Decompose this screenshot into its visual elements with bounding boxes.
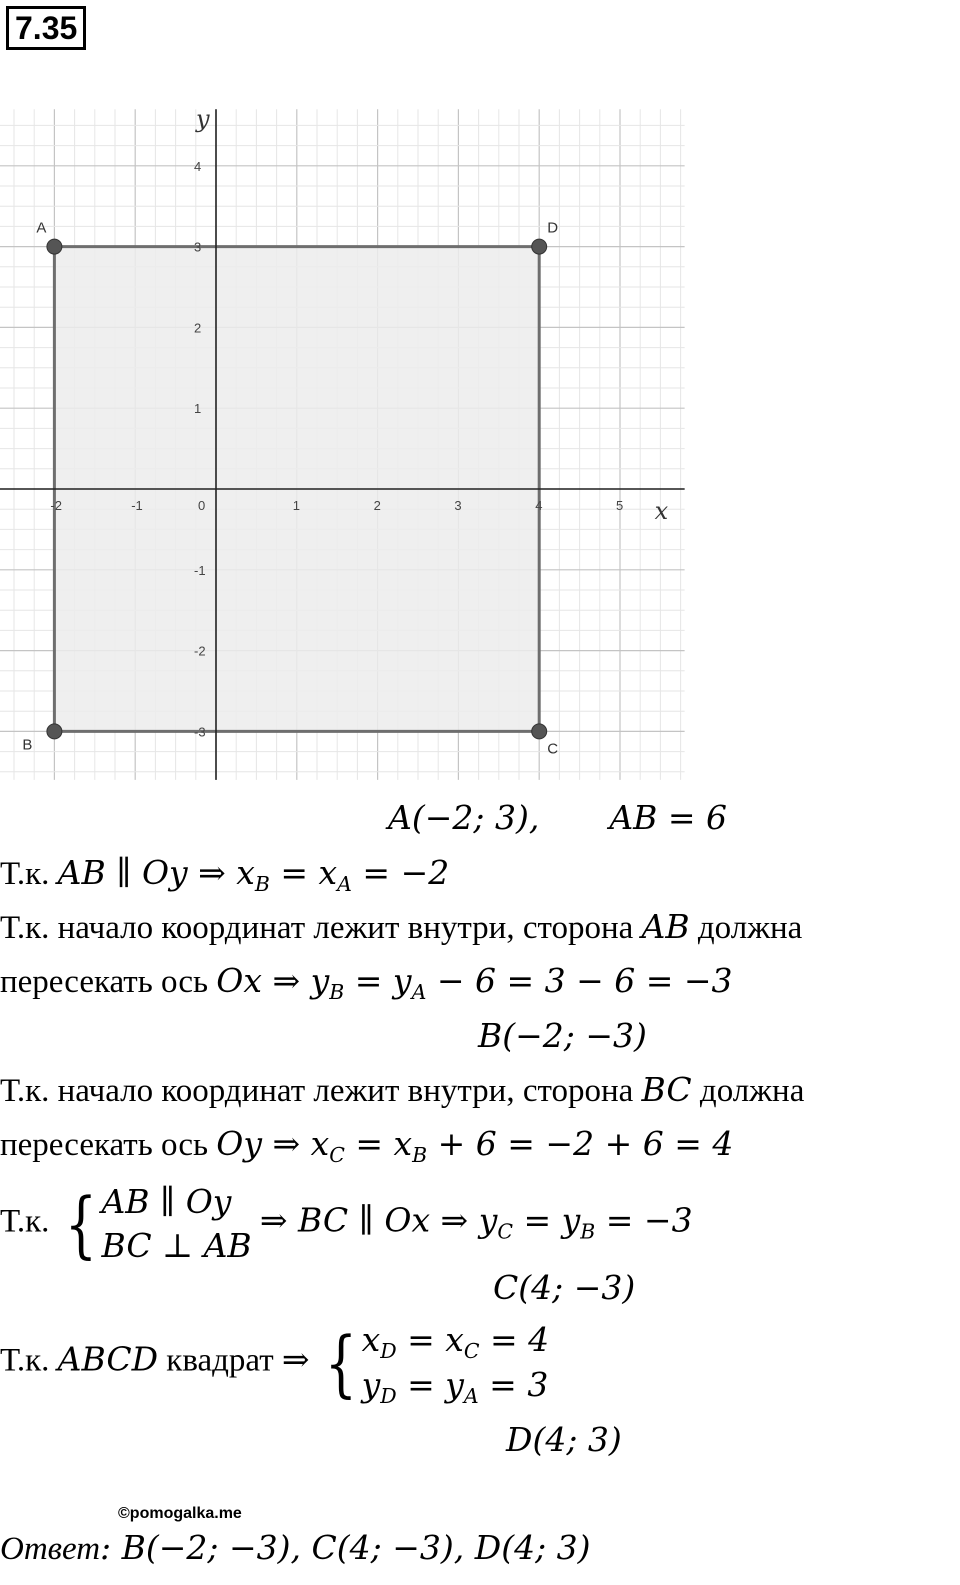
step-xc: пересекать ось Oy ⇒ $x_C = x_B + 6 = -2 + 6 = 4$ (0, 1124, 734, 1168)
y-axis-label: y (196, 105, 210, 134)
point-c (532, 724, 547, 739)
x-tick-label: 5 (616, 498, 624, 513)
x-tick-label: 2 (373, 498, 381, 513)
step-origin-ab: Т.к. начало координат лежит внутри, сторона AB должна (0, 907, 803, 946)
step-system-bc: Т.к. { AB ∥ Oy BC ⊥ AB ⇒ BC ∥ Ox ⇒ $y_C = y_B = -3$ (0, 1182, 693, 1266)
system-brace-2: { $x_D = x_C = 4$ $y_D = y_A = 3$ (324, 1320, 550, 1409)
problem-number: 7.35 (6, 6, 86, 50)
y-tick-label: 4 (194, 158, 202, 174)
x-tick-label: 4 (535, 498, 543, 513)
result-c: C(4; −3) (493, 1268, 636, 1307)
point-label-a: A (36, 219, 47, 237)
step-yb: пересекать ось Ox ⇒ $y_B = y_A - 6 = 3 - 6 = -3$ (0, 961, 733, 1005)
x-tick-label: -2 (50, 498, 62, 513)
x-tick-label: 3 (454, 498, 462, 513)
y-tick-label: -3 (194, 724, 206, 740)
x-tick-label: 0 (198, 498, 206, 513)
step-ab-parallel: Т.к. AB ∥ Oy ⇒ $x_B = x_A = -2$ (0, 853, 450, 897)
point-label-b: B (22, 736, 33, 754)
step-origin-bc: Т.к. начало координат лежит внутри, сторона BC должна (0, 1070, 805, 1109)
result-d: D(4; 3) (506, 1420, 622, 1459)
x-tick-label: 1 (292, 498, 301, 513)
y-tick-label: 3 (194, 239, 202, 255)
y-tick-label: 2 (194, 320, 202, 336)
point-a (47, 239, 62, 254)
coordinate-graph (0, 100, 700, 790)
step-square: Т.к. ABCD квадрат ⇒ { $x_D = x_C = 4$ $y_D = y_A = 3$ (0, 1320, 550, 1409)
result-b: B(−2; −3) (478, 1016, 647, 1055)
y-tick-label: -2 (194, 643, 206, 659)
y-tick-label: -1 (194, 562, 206, 578)
x-axis-label: x (654, 497, 669, 525)
point-b (47, 724, 62, 739)
system-brace-1: { AB ∥ Oy BC ⊥ AB (64, 1182, 252, 1266)
x-tick-label: -1 (131, 498, 143, 513)
watermark: ©pomogalka.me (118, 1505, 242, 1522)
point-d (532, 239, 547, 254)
y-tick-label: 1 (194, 401, 202, 417)
point-label-d: D (547, 219, 559, 237)
answer-line: Ответ: B(−2; −3), C(4; −3), D(4; 3) (0, 1528, 591, 1567)
given-line: A(−2; 3), AB = 6 (388, 798, 728, 837)
point-label-c: C (547, 740, 559, 758)
